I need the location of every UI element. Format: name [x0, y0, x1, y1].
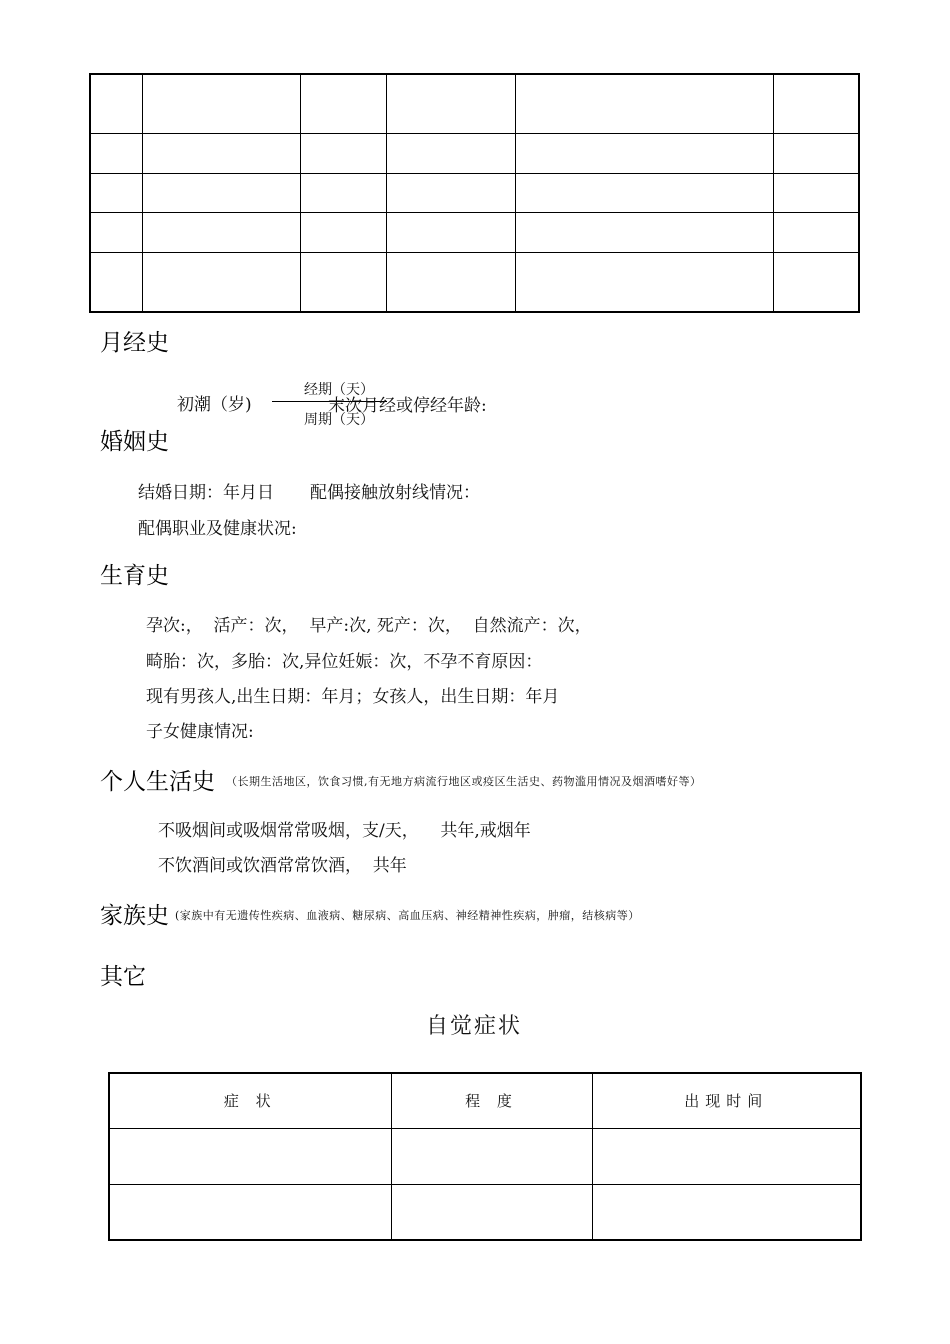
table-cell[interactable]: [300, 74, 386, 134]
table-cell[interactable]: [90, 74, 142, 134]
cycle-days-label: 周期（天）: [304, 412, 374, 428]
menarche-label: 初潮（岁): [177, 395, 252, 415]
table-row: [90, 173, 859, 213]
spouse-radiation: 配偶接触放射线情况：: [310, 483, 480, 503]
birth-line-4: 子女健康情况:: [146, 722, 254, 742]
header-degree: 程 度: [391, 1073, 592, 1128]
table-cell[interactable]: [515, 134, 773, 174]
table-cell[interactable]: [90, 134, 142, 174]
table-cell[interactable]: [142, 134, 300, 174]
table-cell[interactable]: [773, 252, 859, 312]
table-cell[interactable]: [386, 213, 515, 253]
table-row: [90, 213, 859, 253]
table-cell[interactable]: [391, 1184, 592, 1240]
drinking-line: 不饮酒间或饮酒常常饮酒， 共年: [158, 856, 407, 876]
personal-heading: 个人生活史: [100, 769, 215, 795]
table-cell[interactable]: [142, 252, 300, 312]
table-cell[interactable]: [592, 1128, 861, 1184]
header-symptom: 症 状: [109, 1073, 391, 1128]
personal-note: （长期生活地区，饮食习惯,有无地方病流行地区或疫区生活史、药物滥用情况及烟酒嗜好等）: [226, 775, 702, 788]
period-days-label: 经期（天）: [304, 382, 374, 398]
table-cell[interactable]: [773, 134, 859, 174]
table-cell[interactable]: [773, 173, 859, 213]
spouse-occupation: 配偶职业及健康状况:: [138, 519, 297, 539]
table-cell[interactable]: [109, 1184, 391, 1240]
symptoms-title: 自觉症状: [426, 1014, 523, 1039]
table-cell[interactable]: [90, 252, 142, 312]
symptoms-table: [108, 1072, 862, 1241]
marriage-heading: 婚姻史: [100, 429, 169, 455]
table-cell[interactable]: [592, 1184, 861, 1240]
last-period-label: 末次月经或停经年龄:: [328, 396, 487, 416]
table-cell[interactable]: [386, 134, 515, 174]
table-cell[interactable]: [386, 74, 515, 134]
menstrual-heading: 月经史: [100, 330, 169, 356]
table-cell[interactable]: [386, 252, 515, 312]
table-cell[interactable]: [109, 1128, 391, 1184]
table-cell[interactable]: [515, 252, 773, 312]
birth-line-3: 现有男孩人,出生日期：年月；女孩人，出生日期：年月: [146, 687, 560, 707]
family-note: (家族中有无遗传性疾病、血液病、糖尿病、高血压病、神经精神性疾病，肿瘤，结核病等）: [175, 909, 640, 922]
table-row: [109, 1128, 861, 1184]
header-onset-time: 出现时间: [592, 1073, 861, 1128]
table-cell[interactable]: [386, 173, 515, 213]
table-cell[interactable]: [300, 213, 386, 253]
table-cell[interactable]: [300, 173, 386, 213]
birth-heading: 生育史: [100, 563, 169, 589]
other-heading: 其它: [100, 964, 146, 990]
table-row: [90, 74, 859, 134]
birth-line-1: 孕次:， 活产：次， 早产:次, 死产：次， 自然流产：次，: [146, 616, 592, 636]
table-cell[interactable]: [142, 213, 300, 253]
table-cell[interactable]: [142, 173, 300, 213]
table-row: [90, 134, 859, 174]
table-cell[interactable]: [391, 1128, 592, 1184]
table-cell[interactable]: [90, 173, 142, 213]
marriage-date: 结婚日期：年月日: [138, 483, 274, 503]
table-cell[interactable]: [515, 173, 773, 213]
table-row: [109, 1184, 861, 1240]
table-cell[interactable]: [773, 213, 859, 253]
table-cell[interactable]: [142, 74, 300, 134]
table-header-row: [109, 1073, 861, 1128]
table-row: [90, 252, 859, 312]
table-cell[interactable]: [515, 74, 773, 134]
table-cell[interactable]: [515, 213, 773, 253]
table-cell[interactable]: [90, 213, 142, 253]
history-table: [89, 73, 860, 313]
table-cell[interactable]: [300, 252, 386, 312]
birth-line-2: 畸胎：次，多胎：次,异位妊娠：次，不孕不育原因：: [146, 652, 543, 672]
smoking-line: 不吸烟间或吸烟常常吸烟，支/天， 共年,戒烟年: [158, 821, 531, 841]
table-cell[interactable]: [300, 134, 386, 174]
family-heading: 家族史: [100, 903, 169, 929]
table-cell[interactable]: [773, 74, 859, 134]
